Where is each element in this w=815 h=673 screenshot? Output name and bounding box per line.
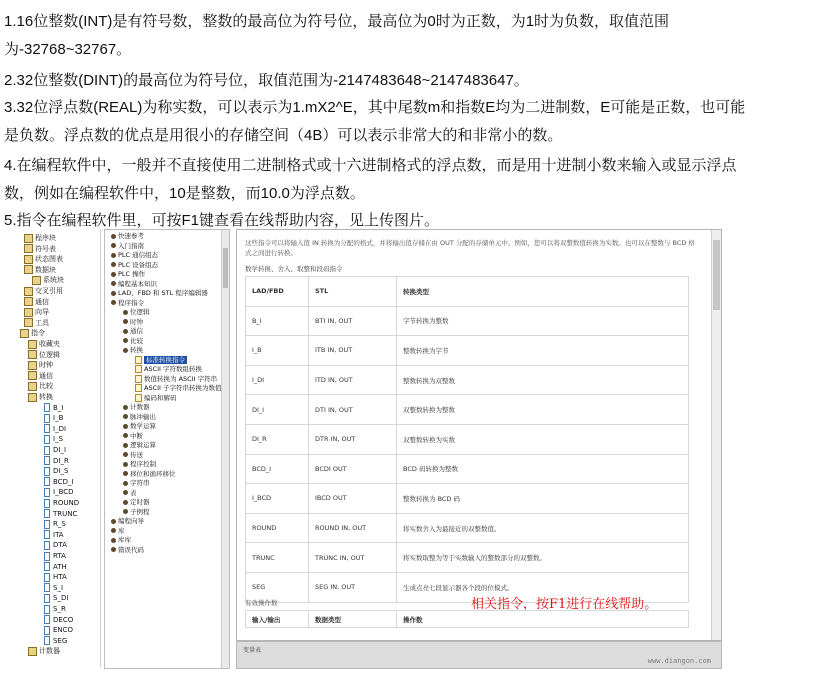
table-cell: DI_R (246, 424, 309, 454)
table-cell: I_BCD (246, 484, 309, 514)
folder-icon (28, 647, 37, 656)
variable-table-bar (236, 641, 722, 669)
document-icon (44, 520, 50, 529)
help-book-item[interactable] (123, 479, 150, 488)
table-cell: I_B (246, 336, 309, 366)
tree-folder-item[interactable] (28, 392, 53, 402)
tree-item-label: SEG (53, 636, 68, 645)
document-icon (44, 552, 50, 561)
tree-item-label: DI_S (53, 467, 69, 476)
book-icon (111, 243, 116, 248)
table-cell: 字节转换为整数 (397, 306, 689, 336)
document-icon (44, 435, 50, 444)
book-icon (111, 547, 116, 552)
tree-item-label: B_I (53, 403, 64, 412)
page-icon (135, 375, 142, 383)
project-tree-panel (20, 229, 101, 667)
table-row (246, 454, 689, 484)
document-icon (44, 605, 50, 614)
book-icon (111, 234, 116, 239)
document-icon (44, 583, 50, 592)
instruction-item[interactable] (44, 540, 67, 550)
column-header: 操作数 (397, 611, 689, 628)
tree-folder-item[interactable] (24, 254, 63, 264)
help-tree-label: ASCII 字符数组转换 (144, 365, 203, 373)
help-book-item[interactable] (111, 517, 144, 526)
help-book-item[interactable] (123, 403, 150, 412)
table-row (246, 365, 689, 395)
folder-icon (28, 382, 37, 391)
help-tree-label: 传送 (130, 450, 143, 459)
help-tree-label: LAD、FBD 和 STL 程序编辑器 (118, 289, 208, 297)
tree-item-label: 系统块 (43, 276, 64, 285)
table-row (246, 424, 689, 454)
instruction-item[interactable] (44, 509, 77, 519)
help-tree-label: 数值转换为 ASCII 字符串 (144, 374, 218, 383)
document-icon (44, 456, 50, 465)
tree-folder-item[interactable] (24, 265, 56, 275)
paragraph-line: 数，例如在编程软件中，10是整数，而10.0为浮点数。 (4, 185, 365, 202)
tree-item-label: 通信 (39, 371, 53, 380)
book-icon (111, 253, 116, 258)
tree-item-label: 比较 (39, 382, 53, 391)
table-cell: ROUND IN, OUT (309, 513, 397, 543)
help-book-item[interactable] (123, 337, 143, 346)
tree-item-label: RTA (53, 552, 66, 560)
table-row (246, 484, 689, 514)
folder-icon (24, 297, 33, 306)
help-tree-label: 中断 (130, 431, 143, 440)
help-tree-label: 快速参考 (118, 232, 144, 240)
tree-item-label: 向导 (35, 308, 49, 317)
tree-item-label: I_BCD (53, 488, 74, 497)
table-row (246, 543, 689, 573)
page-icon (135, 365, 142, 373)
help-tree-label: 编码和解码 (144, 393, 177, 402)
instruction-item[interactable] (44, 636, 67, 646)
tree-item-label: BCD_I (53, 477, 74, 486)
help-tree-label: PLC 通信组态 (118, 251, 159, 259)
table-cell: ITD IN, OUT (309, 365, 397, 395)
book-icon (123, 462, 128, 467)
table-cell: B_I (246, 306, 309, 336)
help-tree-label: 转换 (130, 346, 143, 354)
help-book-item[interactable] (111, 546, 144, 555)
table-row (246, 395, 689, 425)
table-cell: I_DI (246, 365, 309, 395)
table-cell: TRUNC (246, 543, 309, 573)
help-book-item[interactable] (123, 470, 176, 479)
instruction-item[interactable] (44, 519, 66, 529)
document-icon (44, 626, 50, 635)
watermark: www.diangon.com (647, 657, 711, 665)
table-cell: 将实数取整为等于实数输入的整数部分的双整数。 (397, 543, 689, 573)
column-header: 输入/输出 (246, 611, 309, 628)
table-cell: 整数转换为字节 (397, 336, 689, 366)
operands-table (245, 610, 689, 628)
book-icon (123, 310, 128, 315)
document-icon (44, 541, 50, 550)
tree-item-label: 位逻辑 (39, 350, 60, 359)
table-cell: DTI IN, OUT (309, 395, 397, 425)
table-cell: DTR IN, OUT (309, 424, 397, 454)
help-tree-label: 程序控制 (130, 460, 156, 468)
help-tree-label: 编程基本知识 (118, 279, 157, 288)
tree-item-label: 符号表 (35, 244, 56, 253)
tree-item-label: DTA (53, 541, 67, 550)
help-book-item[interactable] (123, 460, 156, 469)
table-cell: BCD 码转换为整数 (397, 454, 689, 484)
tree-folder-item[interactable] (24, 297, 49, 307)
tree-item-label: S_R (53, 605, 66, 613)
instruction-item[interactable] (44, 466, 68, 476)
document-icon (44, 477, 50, 486)
instruction-item[interactable] (44, 615, 73, 625)
help-tree-label: 程序指令 (118, 298, 144, 307)
help-book-item[interactable] (123, 432, 143, 441)
tree-item-label: R_S (53, 520, 66, 529)
document-icon (44, 424, 50, 433)
help-tree-label: 错误代码 (118, 545, 144, 554)
instruction-item[interactable] (44, 551, 66, 561)
f1-help-hint: 相关指令，按F1进行在线帮助。 (471, 597, 658, 612)
help-tree-scrollbar[interactable] (221, 230, 229, 668)
paragraph-line: 是负数。浮点数的优点是用很小的存储空间（4B）可以表示非常大的和非常小的数。 (4, 127, 563, 144)
paragraph-int (4, 8, 812, 64)
folder-icon (24, 308, 33, 317)
folder-icon (28, 350, 37, 359)
column-header: 转换类型 (397, 277, 689, 307)
help-book-item[interactable] (111, 261, 158, 270)
help-book-item[interactable] (111, 536, 131, 545)
help-topic-item[interactable] (135, 394, 177, 403)
paragraph-line: 为-32768~32767。 (4, 41, 132, 58)
table-header-row (246, 277, 689, 307)
help-tree-label: 表 (130, 488, 137, 497)
book-icon (123, 509, 128, 514)
help-book-item[interactable] (123, 318, 143, 327)
document-icon (44, 509, 50, 518)
help-book-item[interactable] (111, 251, 158, 260)
help-topic-item[interactable] (135, 375, 217, 384)
book-icon (111, 300, 116, 305)
book-icon (123, 348, 128, 353)
help-tree-label: PLC 操作 (118, 270, 146, 278)
help-tree-label: 逻辑运算 (130, 441, 156, 449)
help-tree-label: 库库 (118, 536, 131, 544)
help-topic-item[interactable] (135, 365, 202, 374)
table-cell: 整数转换为 BCD 码 (397, 484, 689, 514)
tree-item-label: ENCO (53, 626, 74, 635)
folder-icon (28, 340, 37, 349)
tree-item-label: DI_I (53, 446, 67, 454)
tree-item-label: 收藏夹 (39, 340, 60, 348)
tree-folder-item[interactable] (28, 360, 53, 370)
help-tree-label: 入门指南 (118, 241, 144, 250)
tree-item-label: HTA (53, 573, 67, 582)
document-icon (44, 615, 50, 624)
table-row (246, 513, 689, 543)
table-cell: SEG (246, 572, 309, 602)
instruction-item[interactable] (44, 487, 74, 497)
tree-folder-item[interactable] (24, 318, 49, 328)
table-cell: BCD_I (246, 454, 309, 484)
book-icon (123, 424, 128, 429)
tree-item-label: 工具 (35, 318, 49, 327)
book-icon (111, 528, 116, 533)
paragraph-line: 3.32位浮点数(REAL)为称实数，可以表示为1.mX2^E，其中尾数m和指数E均为二进制数，E可能是正数，也可能 (4, 99, 746, 116)
tree-item-label: ATH (53, 562, 67, 571)
table-cell: DI_I (246, 395, 309, 425)
document-icon (44, 636, 50, 645)
scrollbar-thumb[interactable] (223, 248, 228, 288)
help-book-item[interactable] (111, 527, 125, 536)
instruction-item[interactable] (44, 456, 69, 466)
paragraph-line: 4.在编程软件中，一般并不直接使用二进制格式或十六进制格式的浮点数，而是用十进制小数来输入或显示浮点 (4, 157, 737, 174)
folder-icon (24, 265, 33, 274)
help-tree-label: 定时器 (130, 498, 150, 506)
tree-folder-item[interactable] (24, 286, 63, 296)
table-cell: BTI IN, OUT (309, 306, 397, 336)
table-row (246, 336, 689, 366)
book-icon (123, 443, 128, 448)
table-cell: 生成点亮七段显示器各个段的位模式。 (397, 572, 689, 602)
book-icon (123, 490, 128, 495)
paragraph-real (4, 94, 812, 150)
tree-item-label: S_I (53, 583, 64, 592)
folder-icon (24, 234, 33, 243)
instruction-item[interactable] (44, 593, 68, 603)
book-icon (123, 329, 128, 334)
table-cell: ITB IN, OUT (309, 336, 397, 366)
book-icon (111, 281, 116, 286)
book-icon (111, 291, 116, 296)
instruction-item[interactable] (44, 583, 63, 593)
help-book-item[interactable] (123, 422, 156, 431)
tree-folder-item[interactable] (32, 275, 64, 285)
folder-icon (28, 393, 37, 402)
help-book-item[interactable] (111, 270, 145, 279)
help-tree-label: 数学运算 (130, 422, 156, 430)
column-header: LAD/FBD (246, 277, 309, 307)
instruction-item[interactable] (44, 625, 73, 635)
tree-item-label: 数据块 (35, 265, 56, 274)
table-cell: SEG IN, OUT (309, 572, 397, 602)
paragraph-line: 2.32位整数(DINT)的最高位为符号位，取值范围为-2147483648~2147483647。 (4, 72, 529, 89)
book-icon (123, 500, 128, 505)
instruction-item[interactable] (44, 530, 64, 540)
tree-folder-item[interactable] (28, 350, 60, 360)
book-icon (123, 452, 128, 457)
tree-item-label: 计数器 (39, 647, 60, 656)
book-icon (123, 414, 128, 419)
page-icon (135, 384, 142, 392)
help-tree-label: ASCII 子字符串转换为数值 (144, 384, 222, 392)
help-tree-label: 脉冲输出 (130, 412, 156, 421)
help-tree-label: 标准转换指令 (146, 355, 185, 364)
table-cell: 整数转换为双整数 (397, 365, 689, 395)
folder-icon (24, 244, 33, 253)
book-icon (111, 519, 116, 524)
table-row (246, 306, 689, 336)
help-book-item[interactable] (123, 308, 150, 317)
paragraph-dint (4, 67, 812, 95)
tree-item-label: I_DI (53, 424, 67, 433)
tree-item-label: 程序块 (35, 234, 56, 242)
instruction-item[interactable] (44, 434, 63, 444)
scrollbar-thumb[interactable] (713, 240, 720, 310)
tree-folder-item[interactable] (28, 339, 60, 349)
table-header-row (246, 611, 689, 628)
paragraph-line: 1.16位整数(INT)是有符号数，整数的最高位为符号位，最高位为0时为正数，为1时为负数，取值范围 (4, 13, 670, 30)
tree-item-label: 转换 (39, 393, 53, 401)
tree-item-label: I_B (53, 414, 64, 423)
page-icon (135, 356, 142, 364)
help-book-item[interactable] (123, 441, 156, 450)
table-cell: 双整数转换为整数 (397, 395, 689, 425)
table-cell: 将实数舍入为最接近的双整数值。 (397, 513, 689, 543)
document-icon (44, 403, 50, 412)
help-tree-label: 通信 (130, 327, 143, 335)
tree-item-label: DI_R (53, 456, 69, 465)
help-book-item[interactable] (123, 489, 137, 498)
book-icon (123, 471, 128, 476)
tree-item-label: I_S (53, 435, 64, 444)
help-tree-label: 位逻辑 (130, 308, 150, 316)
help-tree-label: 字符串 (130, 479, 150, 487)
tree-item-label: S_DI (53, 594, 69, 603)
document-icon (44, 530, 50, 539)
help-book-item[interactable] (123, 413, 156, 422)
help-tree-label: PLC 设备组态 (118, 260, 159, 269)
column-header: STL (309, 277, 397, 307)
help-tree-label: 编程向导 (118, 517, 144, 525)
document-icon (44, 573, 50, 582)
help-tree-label: 时钟 (130, 317, 143, 326)
instruction-item[interactable] (44, 413, 63, 423)
operands-title: 有效操作数 (245, 599, 278, 607)
tree-item-label: 交叉引用 (35, 287, 63, 295)
conversion-table (245, 276, 689, 603)
document-icon (44, 499, 50, 508)
folder-icon (20, 329, 29, 338)
tree-item-label: 状态图表 (35, 255, 63, 264)
help-tree-label: 比较 (130, 336, 143, 345)
tree-item-label: DECO (53, 615, 74, 624)
tree-item-label: 时钟 (39, 361, 53, 370)
help-book-item[interactable] (111, 299, 144, 308)
instruction-item[interactable] (44, 403, 63, 413)
folder-icon (24, 255, 33, 264)
book-icon (123, 433, 128, 438)
tree-item-label: ITA (53, 530, 64, 539)
table-cell: ROUND (246, 513, 309, 543)
help-book-item[interactable] (111, 280, 157, 289)
help-book-item[interactable] (123, 498, 150, 507)
help-tree-label: 计数器 (130, 403, 150, 411)
instruction-item[interactable] (44, 604, 66, 614)
document-icon (44, 446, 50, 455)
help-book-item[interactable] (111, 232, 144, 241)
paragraph-float-format (4, 152, 812, 208)
document-icon (44, 467, 50, 476)
document-icon (44, 562, 50, 571)
tree-folder-item[interactable] (28, 381, 53, 391)
page-icon (135, 394, 142, 402)
document-icon (44, 594, 50, 603)
help-tree-label: 子例程 (130, 507, 150, 516)
help-topic-item[interactable] (135, 384, 222, 393)
help-book-item[interactable] (123, 327, 143, 336)
folder-icon (32, 276, 41, 285)
book-icon (111, 262, 116, 267)
tree-folder-item[interactable] (24, 307, 49, 317)
document-icon (44, 488, 50, 497)
tree-folder-item[interactable] (28, 371, 53, 381)
instruction-item[interactable] (44, 572, 67, 582)
instruction-item[interactable] (44, 424, 66, 434)
table-cell: TRUNC IN, OUT (309, 543, 397, 573)
book-icon (123, 405, 128, 410)
tree-item-label: 指令 (31, 329, 45, 338)
instruction-item[interactable] (44, 445, 66, 455)
tree-folder-item[interactable] (24, 244, 56, 254)
software-screenshot (20, 229, 720, 669)
help-topic-item[interactable] (135, 356, 187, 365)
folder-icon (24, 287, 33, 296)
instruction-item[interactable] (44, 498, 79, 508)
tree-folder-item[interactable] (28, 646, 60, 656)
folder-icon (28, 371, 37, 380)
document-icon (44, 414, 50, 423)
tree-item-label: ROUND (53, 499, 80, 507)
tree-item-label: 通信 (35, 297, 49, 306)
help-tree-label: 库 (118, 526, 125, 535)
table-cell: BCDI OUT (309, 454, 397, 484)
book-icon (123, 481, 128, 486)
folder-icon (24, 318, 33, 327)
help-contents-tree (104, 229, 230, 669)
help-tree-label: 移位和循环移位 (130, 469, 176, 478)
help-intro-text: 这些指令可以将输入值 IN 转换为分配的格式，并将输出值存储在由 OUT 分配的存储单元中。例如，您可以将双整数值转换为实数。也可以在整数与 BCD 格式之间进行转换。 (245, 239, 695, 257)
help-book-item[interactable] (123, 508, 150, 517)
book-icon (111, 272, 116, 277)
help-book-item[interactable] (111, 242, 144, 251)
book-icon (123, 319, 128, 324)
tree-item-label: TRUNC (53, 509, 78, 518)
folder-icon (28, 361, 37, 370)
help-content-panel (236, 229, 722, 641)
tree-folder-item[interactable] (20, 328, 45, 338)
help-book-item[interactable] (123, 451, 143, 460)
table-cell: IBCD OUT (309, 484, 397, 514)
column-header: 数据类型 (309, 611, 397, 628)
book-icon (111, 538, 116, 543)
instruction-item[interactable] (44, 477, 74, 487)
paragraph-line: 5.指令在编程软件里，可按F1键查看在线帮助内容，见上传图片。 (4, 212, 440, 229)
help-book-item[interactable] (111, 289, 208, 298)
help-book-item[interactable] (123, 346, 143, 355)
book-icon (123, 338, 128, 343)
table-cell: 双整数转换为实数 (397, 424, 689, 454)
instruction-item[interactable] (44, 562, 67, 572)
tree-folder-item[interactable] (24, 233, 56, 243)
help-content-scrollbar[interactable] (711, 230, 721, 640)
variable-table-caption: 变量表 (243, 647, 262, 654)
help-subtitle: 数学转换、舍入、取整和段码指令 (245, 265, 343, 273)
